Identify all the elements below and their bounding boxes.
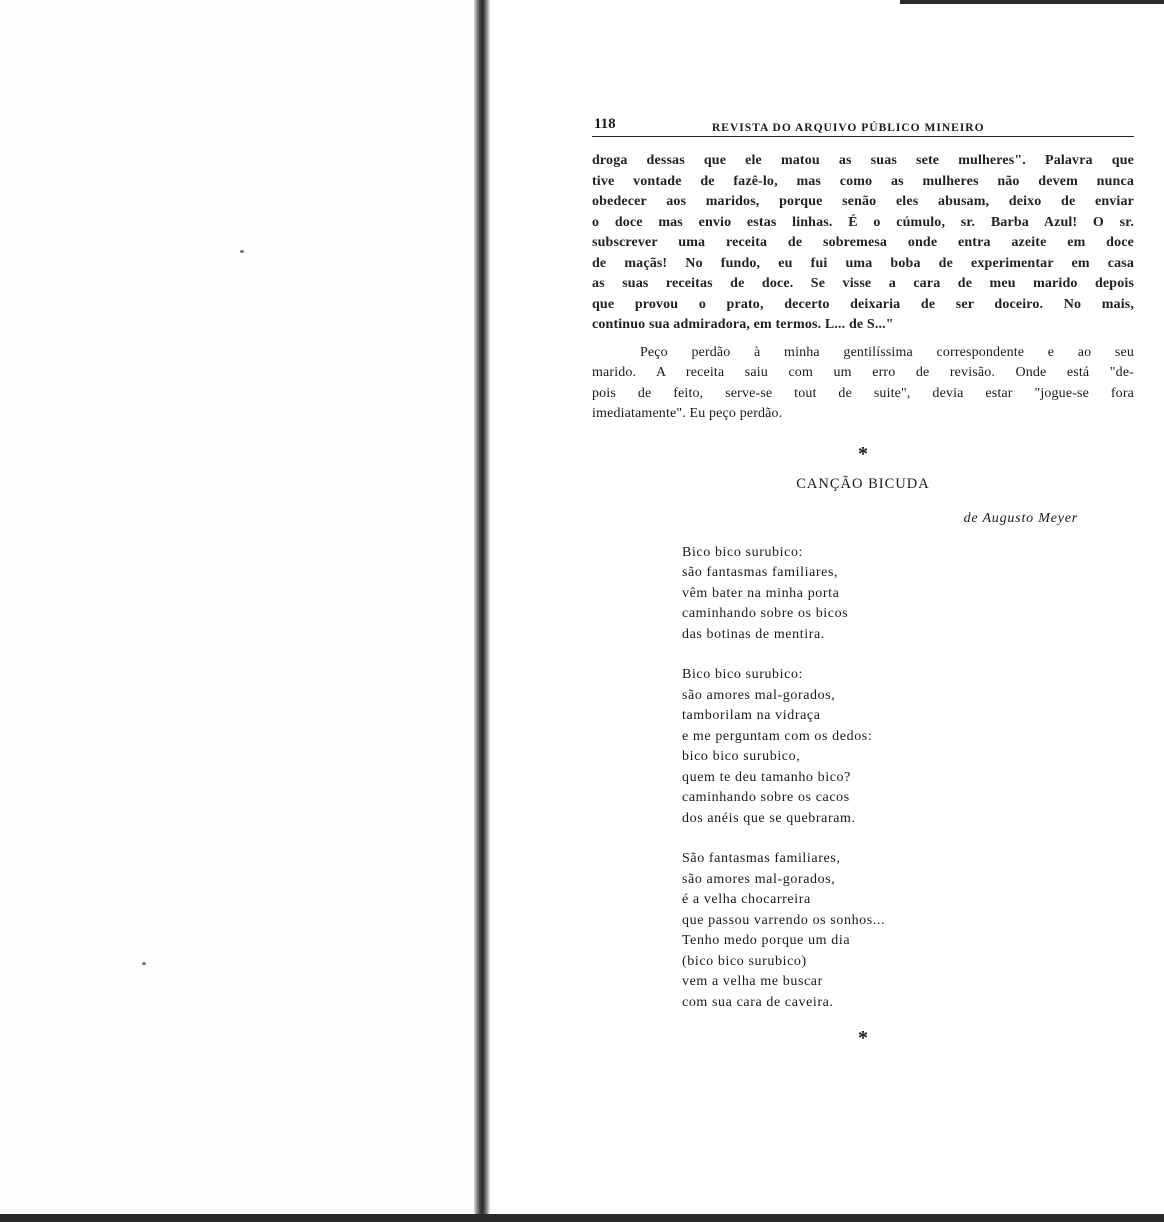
poem-line: e me perguntam com os dedos: xyxy=(682,728,873,744)
text-line: as suas receitas de doce. Se visse a cara de meu marido depois xyxy=(592,276,1134,291)
poem-line: Bico bico surubico: xyxy=(682,667,804,682)
text-line: imediatamente". Eu peço perdão. xyxy=(592,406,783,421)
poem-line: que passou varrendo os sonhos... xyxy=(682,912,886,928)
poem-line: caminhando sobre os cacos xyxy=(682,790,850,805)
poem-body xyxy=(682,543,1134,1014)
left-blank-page xyxy=(0,0,474,1222)
poem-line: caminhando sobre os bicos xyxy=(682,606,849,621)
poem-line: das botinas de mentira. xyxy=(682,626,825,642)
poem-stanza xyxy=(682,543,1134,646)
poem-line: são amores mal-gorados, xyxy=(682,871,836,887)
poem-author: de Augusto Meyer xyxy=(963,510,1078,526)
poem-line: são amores mal-gorados, xyxy=(682,687,836,703)
text-line: Peço perdão à minha gentilíssima correspondente e ao seu xyxy=(640,344,1134,360)
poem-stanza xyxy=(682,665,1134,829)
ink-speck xyxy=(142,962,146,965)
poem-line: bico bico surubico, xyxy=(682,749,801,764)
poem-line: é a velha chocarreira xyxy=(682,892,811,907)
right-page xyxy=(592,112,1134,1050)
text-line: subscrever uma receita de sobremesa onde entra azeite em doce xyxy=(592,235,1134,250)
text-line: de maçãs! No fundo, eu fui uma boba de experimentar em casa xyxy=(592,255,1134,271)
running-header xyxy=(592,112,1134,137)
book-gutter xyxy=(474,0,490,1222)
poem-line: São fantasmas familiares, xyxy=(682,851,841,866)
poem-line: dos anéis que se quebraram. xyxy=(682,810,856,826)
poem-line: são fantasmas familiares, xyxy=(682,565,839,580)
poem-stanza xyxy=(682,849,1134,1013)
section-separator: * xyxy=(858,442,868,465)
poem-line: (bico bico surubico) xyxy=(682,953,807,969)
page-edge-bottom xyxy=(0,1214,1164,1222)
poem-title: CANÇÃO BICUDA xyxy=(796,475,930,492)
journal-title: REVISTA DO ARQUIVO PÚBLICO MINEIRO xyxy=(712,122,985,134)
text-line: obedecer aos maridos, porque senão eles abusam, deixo de enviar xyxy=(592,194,1134,209)
section-separator: * xyxy=(858,1027,868,1049)
paragraph-reply xyxy=(592,343,1134,425)
poem-line: tamborilam na vidraça xyxy=(682,708,821,723)
ink-speck xyxy=(240,250,244,253)
text-line: o doce mas envio estas linhas. É o cúmulo, sr. Barba Azul! O sr. xyxy=(592,214,1134,230)
text-line: droga dessas que ele matou as suas sete mulheres". Palavra que xyxy=(592,153,1134,168)
page-edge-top xyxy=(900,0,1164,4)
text-line: continuo sua admiradora, em termos. L... de S..." xyxy=(592,317,894,332)
text-line: que provou o prato, decerto deixaria de ser doceiro. No mais, xyxy=(592,296,1134,312)
text-line: marido. A receita saiu com um erro de revisão. Onde está "de- xyxy=(592,365,1134,380)
poem-line: Bico bico surubico: xyxy=(682,544,804,560)
poem-line: com sua cara de caveira. xyxy=(682,994,834,1010)
text-line: tive vontade de fazê-lo, mas como as mulheres não devem nunca xyxy=(592,173,1134,189)
poem-line: quem te deu tamanho bico? xyxy=(682,769,851,785)
poem-line: vêm bater na minha porta xyxy=(682,585,840,601)
poem-line: vem a velha me buscar xyxy=(682,974,823,989)
poem-line: Tenho medo porque um dia xyxy=(682,933,851,948)
paragraph-letter xyxy=(592,151,1134,336)
text-line: pois de feito, serve-se tout de suite", devia estar "jogue-se fora xyxy=(592,385,1134,401)
page-number: 118 xyxy=(594,116,616,132)
